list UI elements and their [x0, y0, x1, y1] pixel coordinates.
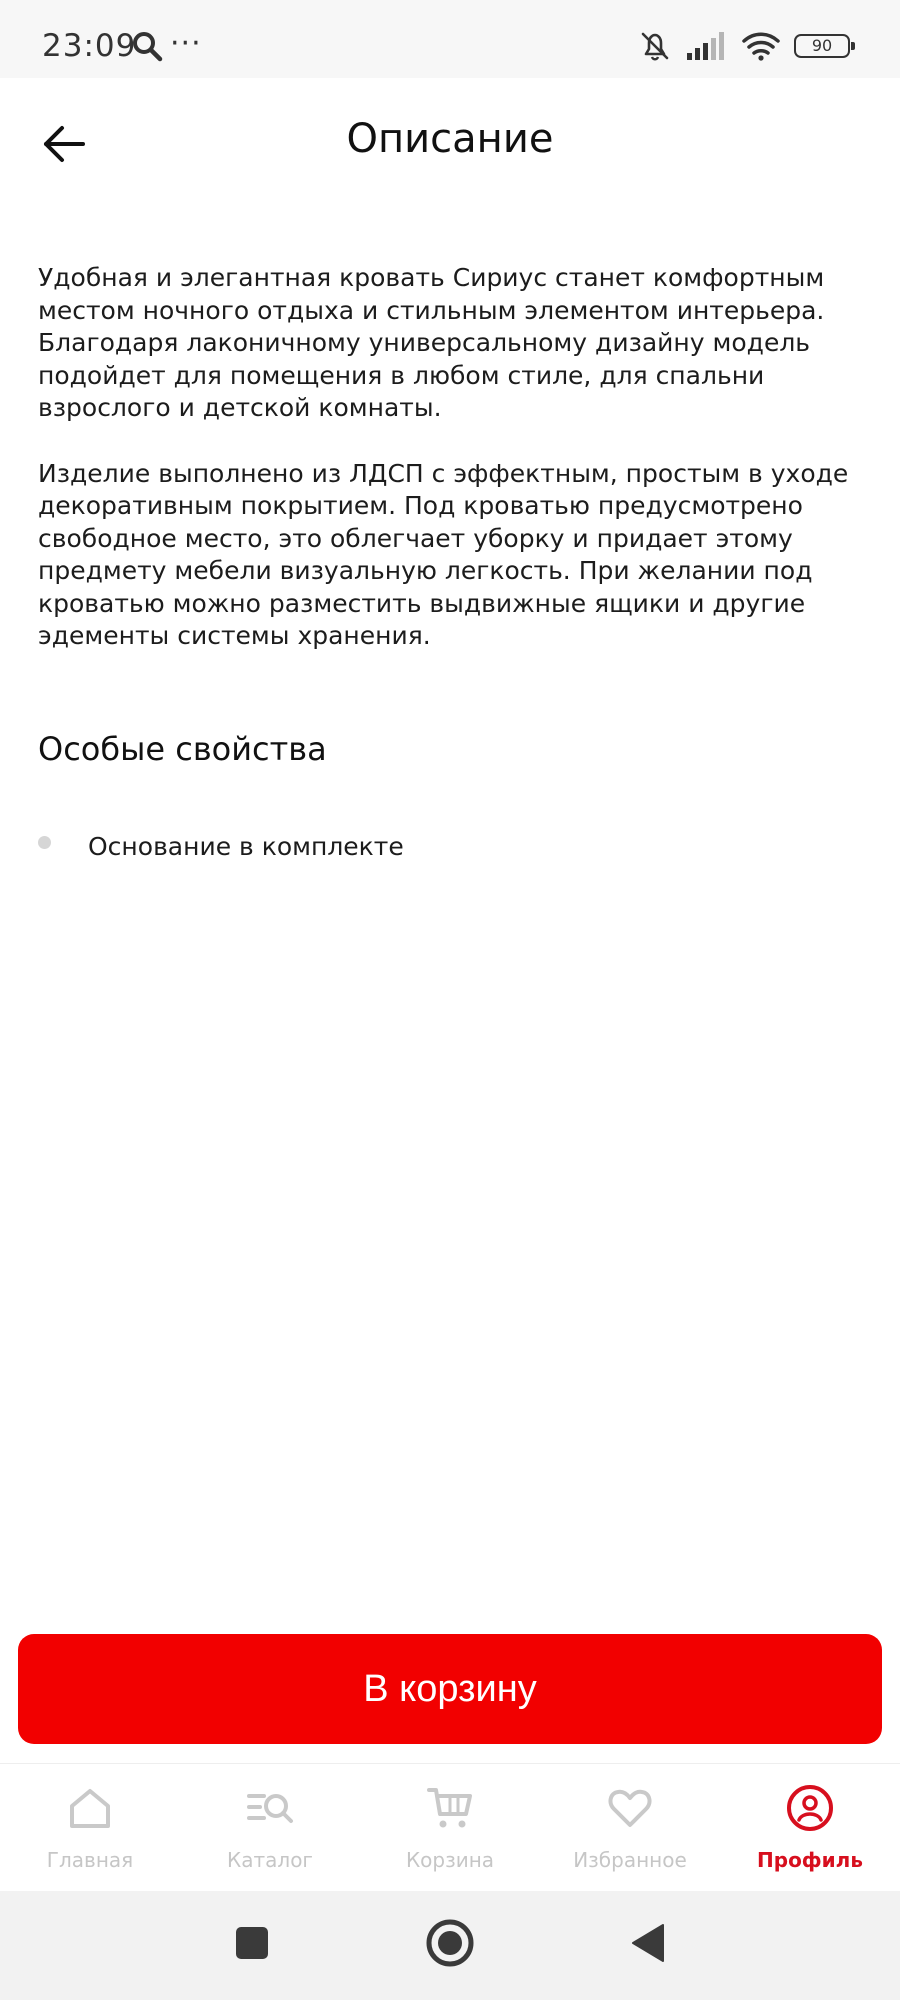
home-icon [66, 1784, 114, 1832]
add-to-cart-button[interactable]: В корзину [18, 1634, 882, 1744]
bullet-icon [38, 836, 51, 849]
profile-icon [786, 1784, 834, 1832]
nav-item-catalog[interactable] [180, 1764, 360, 1892]
recents-icon [235, 1926, 269, 1960]
nav-label-profile: Профиль [757, 1848, 863, 1872]
back-triangle-icon [630, 1923, 666, 1963]
back-system-button[interactable] [618, 1913, 678, 1973]
nav-label-cart: Корзина [405, 1848, 495, 1872]
nav-label-home: Главная [46, 1848, 134, 1872]
status-time: 23:09 [42, 28, 137, 64]
home-system-button[interactable] [420, 1913, 480, 1973]
nav-item-favorites[interactable] [540, 1764, 720, 1892]
feature-label: Основание в комплекте [88, 832, 404, 861]
header [0, 78, 900, 208]
search-icon [131, 30, 163, 62]
nav-item-profile[interactable] [720, 1764, 900, 1892]
bottom-nav [0, 1763, 900, 1892]
nav-item-home[interactable] [0, 1764, 180, 1892]
more-icon: ··· [170, 26, 202, 61]
heart-icon [606, 1784, 654, 1832]
features-title: Особые свойства [38, 730, 327, 768]
signal-icon [686, 31, 728, 61]
catalog-icon [246, 1784, 294, 1832]
battery-level: 90 [811, 36, 833, 55]
nav-label-favorites: Избранное [573, 1848, 687, 1872]
status-indicators [638, 28, 850, 64]
cart-icon [426, 1784, 474, 1832]
page-title: Описание [346, 116, 554, 162]
nav-label-catalog: Каталог [227, 1848, 313, 1872]
status-bar [0, 0, 900, 78]
system-nav-bar [0, 1891, 900, 2000]
description-paragraph: Изделие выполнено из ЛДСП с эффектным, простым в уходе декоративным покрытием. Под кроватью предусмотрено свободное место, это облегчает уборку и придает этому предмету мебели визуальную легкость. При желании под кроватью можно разместить выдвижные ящики и другие эдементы системы хранения. [38, 458, 849, 650]
home-circle-icon [425, 1918, 475, 1968]
description [38, 262, 868, 686]
nav-item-cart[interactable] [360, 1764, 540, 1892]
description-paragraph: Удобная и элегантная кровать Сириус станет комфортным местом ночного отдыха и стильным элементом интерьера. Благодаря лаконичному универсальному дизайну модель подойдет для помещения в любом стиле, для спальни взрослого и детской комнаты. [38, 263, 825, 422]
battery-icon [794, 34, 850, 58]
feature-item [38, 832, 404, 861]
bell-muted-icon [638, 29, 672, 63]
recents-button[interactable] [222, 1913, 282, 1973]
wifi-icon [742, 31, 780, 61]
